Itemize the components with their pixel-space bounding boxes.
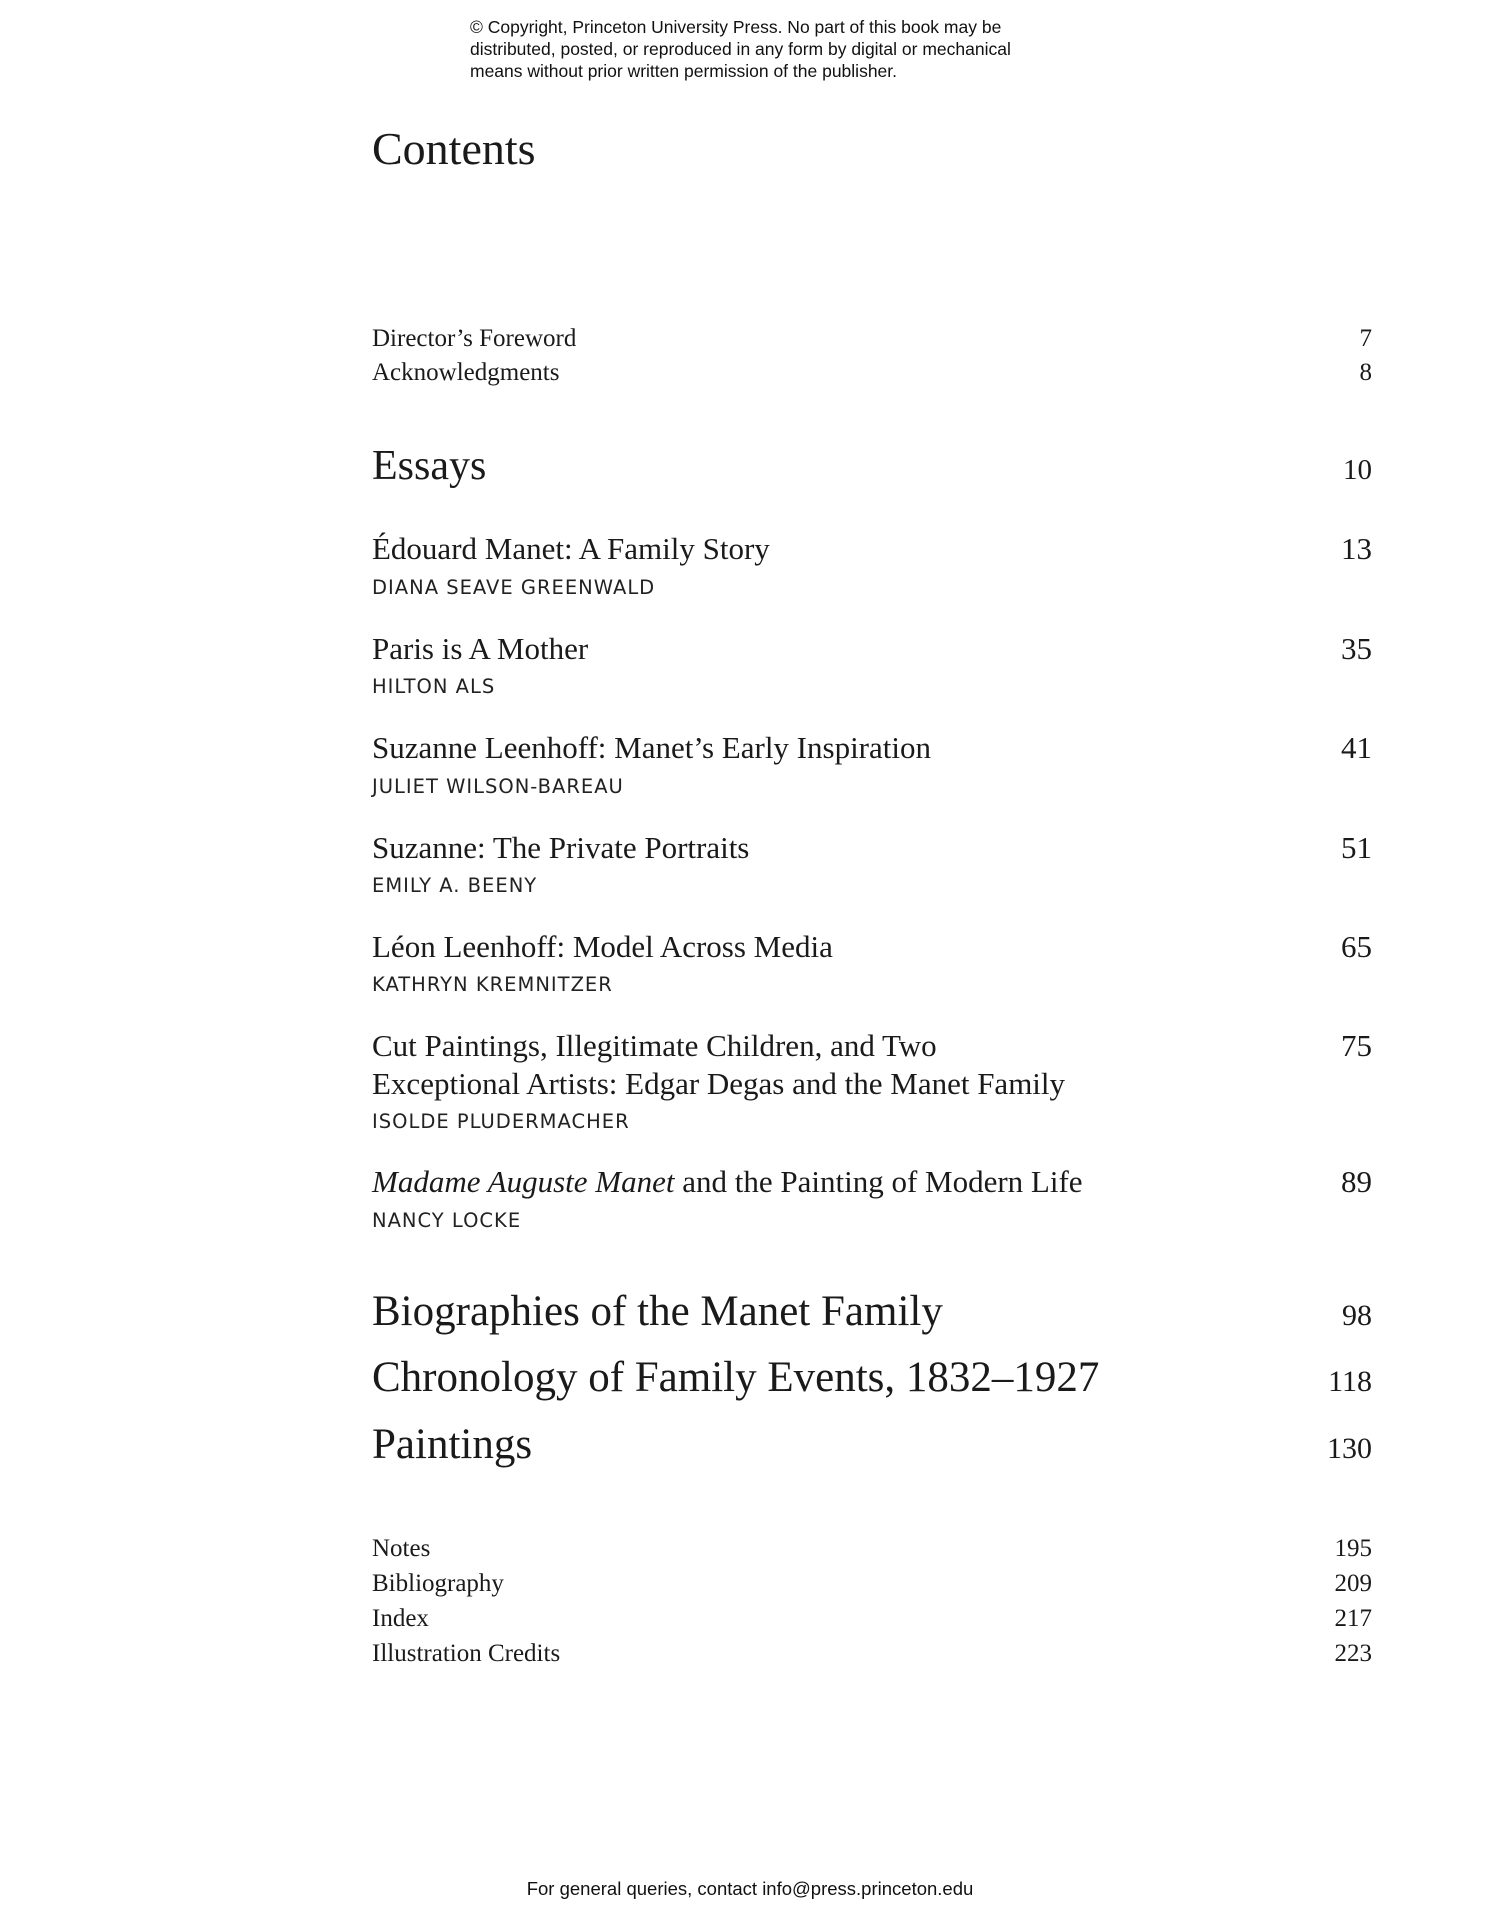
copyright-line: distributed, posted, or reproduced in any form by digital or mechanical <box>470 39 1011 59</box>
toc-section-essays[interactable] <box>372 442 1372 490</box>
entry-page: 217 <box>1334 1605 1372 1632</box>
essay-author: NANCY LOCKE <box>372 1209 522 1232</box>
toc-entry-index[interactable] <box>372 1602 1372 1636</box>
essay-title: Suzanne Leenhoff: Manet’s Early Inspiration <box>372 730 931 765</box>
entry-label: Index <box>372 1605 429 1632</box>
toc-section-paintings[interactable] <box>372 1420 1372 1469</box>
copyright-line: © Copyright, Princeton University Press. No part of this book may be <box>470 17 1002 37</box>
toc-entry-illustration-credits[interactable] <box>372 1637 1372 1671</box>
page-title: Contents <box>372 123 536 174</box>
entry-page: 7 <box>1359 325 1372 352</box>
toc-essay-entry[interactable] <box>372 1027 1372 1103</box>
essay-title-rest: and the Painting of Modern Life <box>674 1164 1083 1199</box>
section-page: 98 <box>1342 1299 1372 1332</box>
entry-label: Director’s Foreword <box>372 325 577 352</box>
essay-title: Léon Leenhoff: Model Across Media <box>372 929 833 964</box>
entry-page: 209 <box>1334 1570 1372 1597</box>
toc-entry-acknowledgments[interactable] <box>372 356 1372 390</box>
essay-title: Paris is A Mother <box>372 631 589 666</box>
essay-title-line: Exceptional Artists: Edgar Degas and the Manet Family <box>372 1066 1066 1101</box>
essay-author: HILTON ALS <box>372 675 496 698</box>
toc-entry-bibliography[interactable] <box>372 1567 1372 1601</box>
toc-essay-entry[interactable] <box>372 829 1372 867</box>
essay-page: 75 <box>1341 1028 1372 1063</box>
essay-page: 13 <box>1341 531 1372 566</box>
entry-page: 8 <box>1359 359 1372 386</box>
entry-label: Acknowledgments <box>372 359 560 386</box>
entry-label: Illustration Credits <box>372 1640 561 1667</box>
toc-essay-entry[interactable] <box>372 1163 1372 1201</box>
section-label: Chronology of Family Events, 1832–1927 <box>372 1354 1100 1401</box>
toc-essay-entry[interactable] <box>372 630 1372 668</box>
toc-section-biographies[interactable] <box>372 1287 1372 1336</box>
section-label: Biographies of the Manet Family <box>372 1288 943 1335</box>
essay-page: 35 <box>1341 631 1372 666</box>
copyright-line: means without prior written permission of the publisher. <box>470 61 898 81</box>
section-label: Paintings <box>372 1421 533 1468</box>
essay-title <box>372 1163 1292 1201</box>
section-label: Essays <box>372 443 487 489</box>
contact-footer: For general queries, contact info@press.princeton.edu <box>526 1878 974 1899</box>
toc-essay-entry[interactable] <box>372 928 1372 966</box>
essay-author: KATHRYN KREMNITZER <box>372 973 613 996</box>
section-page: 10 <box>1343 454 1372 486</box>
essay-author: JULIET WILSON-BAREAU <box>372 775 624 798</box>
entry-page: 223 <box>1334 1640 1372 1667</box>
essay-title: Suzanne: The Private Portraits <box>372 830 750 865</box>
toc-essay-entry[interactable] <box>372 530 1372 568</box>
essay-author: DIANA SEAVE GREENWALD <box>372 576 656 599</box>
toc-entry-notes[interactable] <box>372 1532 1372 1566</box>
essay-page: 41 <box>1341 730 1372 765</box>
essay-title-italic: Madame Auguste Manet <box>372 1164 675 1199</box>
toc-essay-entry[interactable] <box>372 729 1372 767</box>
entry-label: Bibliography <box>372 1570 504 1597</box>
section-page: 118 <box>1328 1365 1372 1398</box>
essay-author: ISOLDE PLUDERMACHER <box>372 1110 630 1133</box>
toc-entry-directors-foreword[interactable] <box>372 322 1372 356</box>
section-page: 130 <box>1327 1432 1372 1465</box>
copyright-notice <box>470 16 1090 82</box>
essay-title <box>372 1027 1292 1103</box>
essay-page: 89 <box>1341 1164 1372 1199</box>
essay-author: EMILY A. BEENY <box>372 874 538 897</box>
essay-title: Édouard Manet: A Family Story <box>372 531 770 566</box>
essay-page: 65 <box>1341 929 1372 964</box>
entry-label: Notes <box>372 1535 431 1562</box>
toc-section-chronology[interactable] <box>372 1353 1372 1402</box>
essay-page: 51 <box>1341 830 1372 865</box>
entry-page: 195 <box>1334 1535 1372 1562</box>
essay-title-line: Cut Paintings, Illegitimate Children, and Two <box>372 1028 937 1063</box>
